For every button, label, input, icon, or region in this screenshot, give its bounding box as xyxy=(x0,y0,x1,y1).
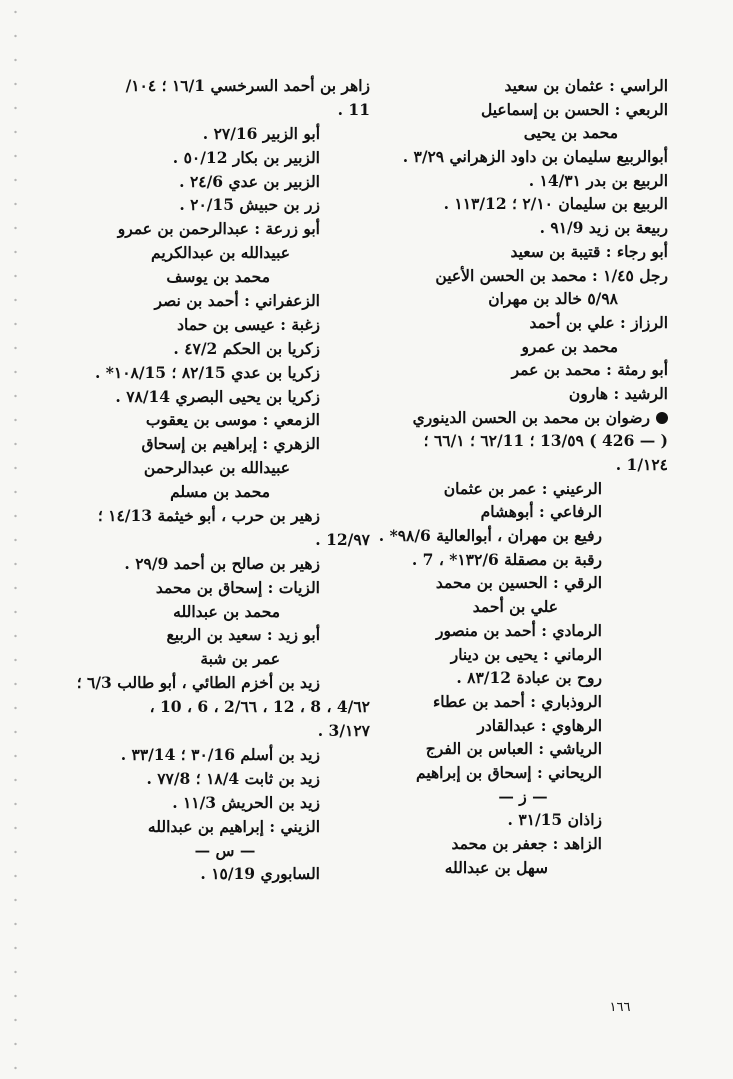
index-entry: الرياشي : العباس بن الفرج xyxy=(425,739,602,759)
index-entry: الرماني : يحيى بن دينار xyxy=(450,644,602,664)
index-entry: أبو الزبير ٢٧/16 . xyxy=(202,123,320,143)
index-entry: الرقي : الحسين بن محمد xyxy=(435,573,602,593)
index-entry: الزيات : إسحاق بن محمد xyxy=(155,577,320,597)
index-entry: الربيع بن بدر ١4/٣١ . xyxy=(528,170,668,190)
index-entry: الرهاوي : عبدالقادر xyxy=(477,715,602,735)
index-entry: محمد بن يحيى xyxy=(523,123,618,143)
index-entry: الرزاز : علي بن أحمد xyxy=(529,312,668,332)
index-entry: زيد بن أسلم ٣٠/16 ؛ ٣٣/14 . xyxy=(120,744,320,764)
index-entry: الرشيد : هارون xyxy=(568,383,668,403)
index-entry: سهل بن عبدالله xyxy=(444,857,548,877)
index-entry: الريحاني : إسحاق بن إبراهيم xyxy=(416,762,602,782)
index-entry: محمد بن يوسف xyxy=(166,267,270,287)
index-entry: أبوالربيع سليمان بن داود الزهراني ٣/٢٩ . xyxy=(402,147,668,167)
index-entry: محمد بن عبدالله xyxy=(173,601,280,621)
index-entry: ١٢٧/3 . xyxy=(317,721,370,741)
index-entry: رفيع بن مهران ، أبوالعالية ٩٨/6* . xyxy=(378,526,602,546)
index-entry: زيد بن ثابت ١٨/4 ؛ ٧٧/8 . xyxy=(146,768,320,788)
index-entry: الزبير بن عدي ٢٤/6 . xyxy=(179,171,320,191)
index-entry: زاهر بن أحمد السرخسي ١٦/1 ؛ ١٠٤/ xyxy=(125,76,370,95)
index-entry: زغبة : عيسى بن حماد xyxy=(177,314,320,334)
index-column-left xyxy=(76,74,370,886)
index-entry: زيد بن أخزم الطائي ، أبو طالب ٦/3 ؛ xyxy=(76,673,320,693)
index-entry: أبو زرعة : عبدالرحمن بن عمرو xyxy=(117,219,320,239)
index-entry: زكريا بن الحكم ٤٧/2 . xyxy=(173,338,320,358)
index-entry: الزمعي : موسى بن يعقوب xyxy=(145,410,320,430)
index-entry: السابوري ١٥/19 . xyxy=(200,864,320,884)
index-entry: أبو رجاء : قتيبة بن سعيد xyxy=(510,241,668,261)
index-entry: عمر بن شبة xyxy=(200,649,280,669)
index-entry: رجل ١/٤٥ : محمد بن الحسن الأعين xyxy=(435,265,668,285)
index-column-right xyxy=(378,74,668,879)
index-entry: محمد بن عمرو xyxy=(521,336,618,356)
index-entry: زاذان ٣١/15 . xyxy=(507,810,602,830)
page-number: ١٦٦ xyxy=(609,1000,631,1015)
index-entry: زكريا بن يحيى البصري ٧٨/14 . xyxy=(115,386,320,406)
index-entry-marked: رضوان بن محمد بن الحسن الدينوري xyxy=(378,406,668,430)
index-entry: أبو رمثة : محمد بن عمر xyxy=(511,360,668,380)
index-entry: زكريا بن عدي ٨٢/15 ؛ ١٠٨/15* . xyxy=(94,362,320,382)
index-entry: زهير بن صالح بن أحمد ٢٩/9 . xyxy=(124,553,320,573)
index-entry: زهير بن حرب ، أبو خيثمة ١٤/13 ؛ xyxy=(97,506,320,526)
index-entry: الزعفراني : أحمد بن نصر xyxy=(154,291,320,311)
index-entry: ٥/٩٨ خالد بن مهران xyxy=(488,289,618,309)
index-entry: عبيدالله بن عبدالرحمن xyxy=(143,458,290,478)
index-entry: محمد بن مسلم xyxy=(170,482,270,502)
index-entry: الربيع بن سليمان ٢/١٠ ؛ ١١٣/12 . xyxy=(443,194,668,214)
index-entry: زر بن حبيش ٢٠/15 . xyxy=(179,195,320,215)
index-entry: علي بن أحمد xyxy=(472,597,558,617)
index-entry: الزهري : إبراهيم بن إسحاق xyxy=(141,434,320,454)
index-entry: الزبير بن بكار ٥٠/12 . xyxy=(172,147,320,167)
index-entry: ٩٧/12 . xyxy=(315,529,370,549)
index-entry: 11 . xyxy=(337,99,370,119)
index-entry: عبيدالله بن عبدالكريم xyxy=(151,243,290,263)
index-entry: أبو زيد : سعيد بن الربيع xyxy=(166,625,320,645)
index-entry: ربيعة بن زيد ٩١/9 . xyxy=(539,218,668,238)
index-entry: الرفاعي : أبوهشام xyxy=(480,502,602,522)
index-entry: ( — 426 ) ٥٩/13 ؛ ٦٢/11 ؛ ٦٦/١ ؛ xyxy=(423,431,668,451)
section-heading-sin: — س — xyxy=(194,840,256,860)
index-entry: زيد بن الحريش ١١/3 . xyxy=(172,792,320,812)
index-entry: ٦٢/4 ، 8 ، 12 ، ٦٦/2 ، 6 ، 10 ، xyxy=(149,697,370,717)
index-entry: ١٢٤/1 . xyxy=(615,455,668,474)
index-entry: الروذباري : أحمد بن عطاء xyxy=(432,691,602,711)
index-entry: الزيني : إبراهيم بن عبدالله xyxy=(147,816,320,836)
index-entry: الربعي : الحسن بن إسماعيل xyxy=(480,99,668,119)
index-entry: الرعيني : عمر بن عثمان xyxy=(443,478,602,498)
section-heading-zay: — ز — xyxy=(498,786,548,806)
index-entry: الزاهد : جعفر بن محمد xyxy=(451,834,602,853)
index-entry: الراسي : عثمان بن سعيد xyxy=(504,76,668,95)
index-entry: روح بن عبادة ٨٣/12 . xyxy=(456,668,602,688)
index-entry: الرمادي : أحمد بن منصور xyxy=(436,620,602,640)
binding-margin-dots xyxy=(14,0,17,1079)
index-entry: رقبة بن مصقلة ١٣٢/6* ، 7 . xyxy=(411,549,602,569)
